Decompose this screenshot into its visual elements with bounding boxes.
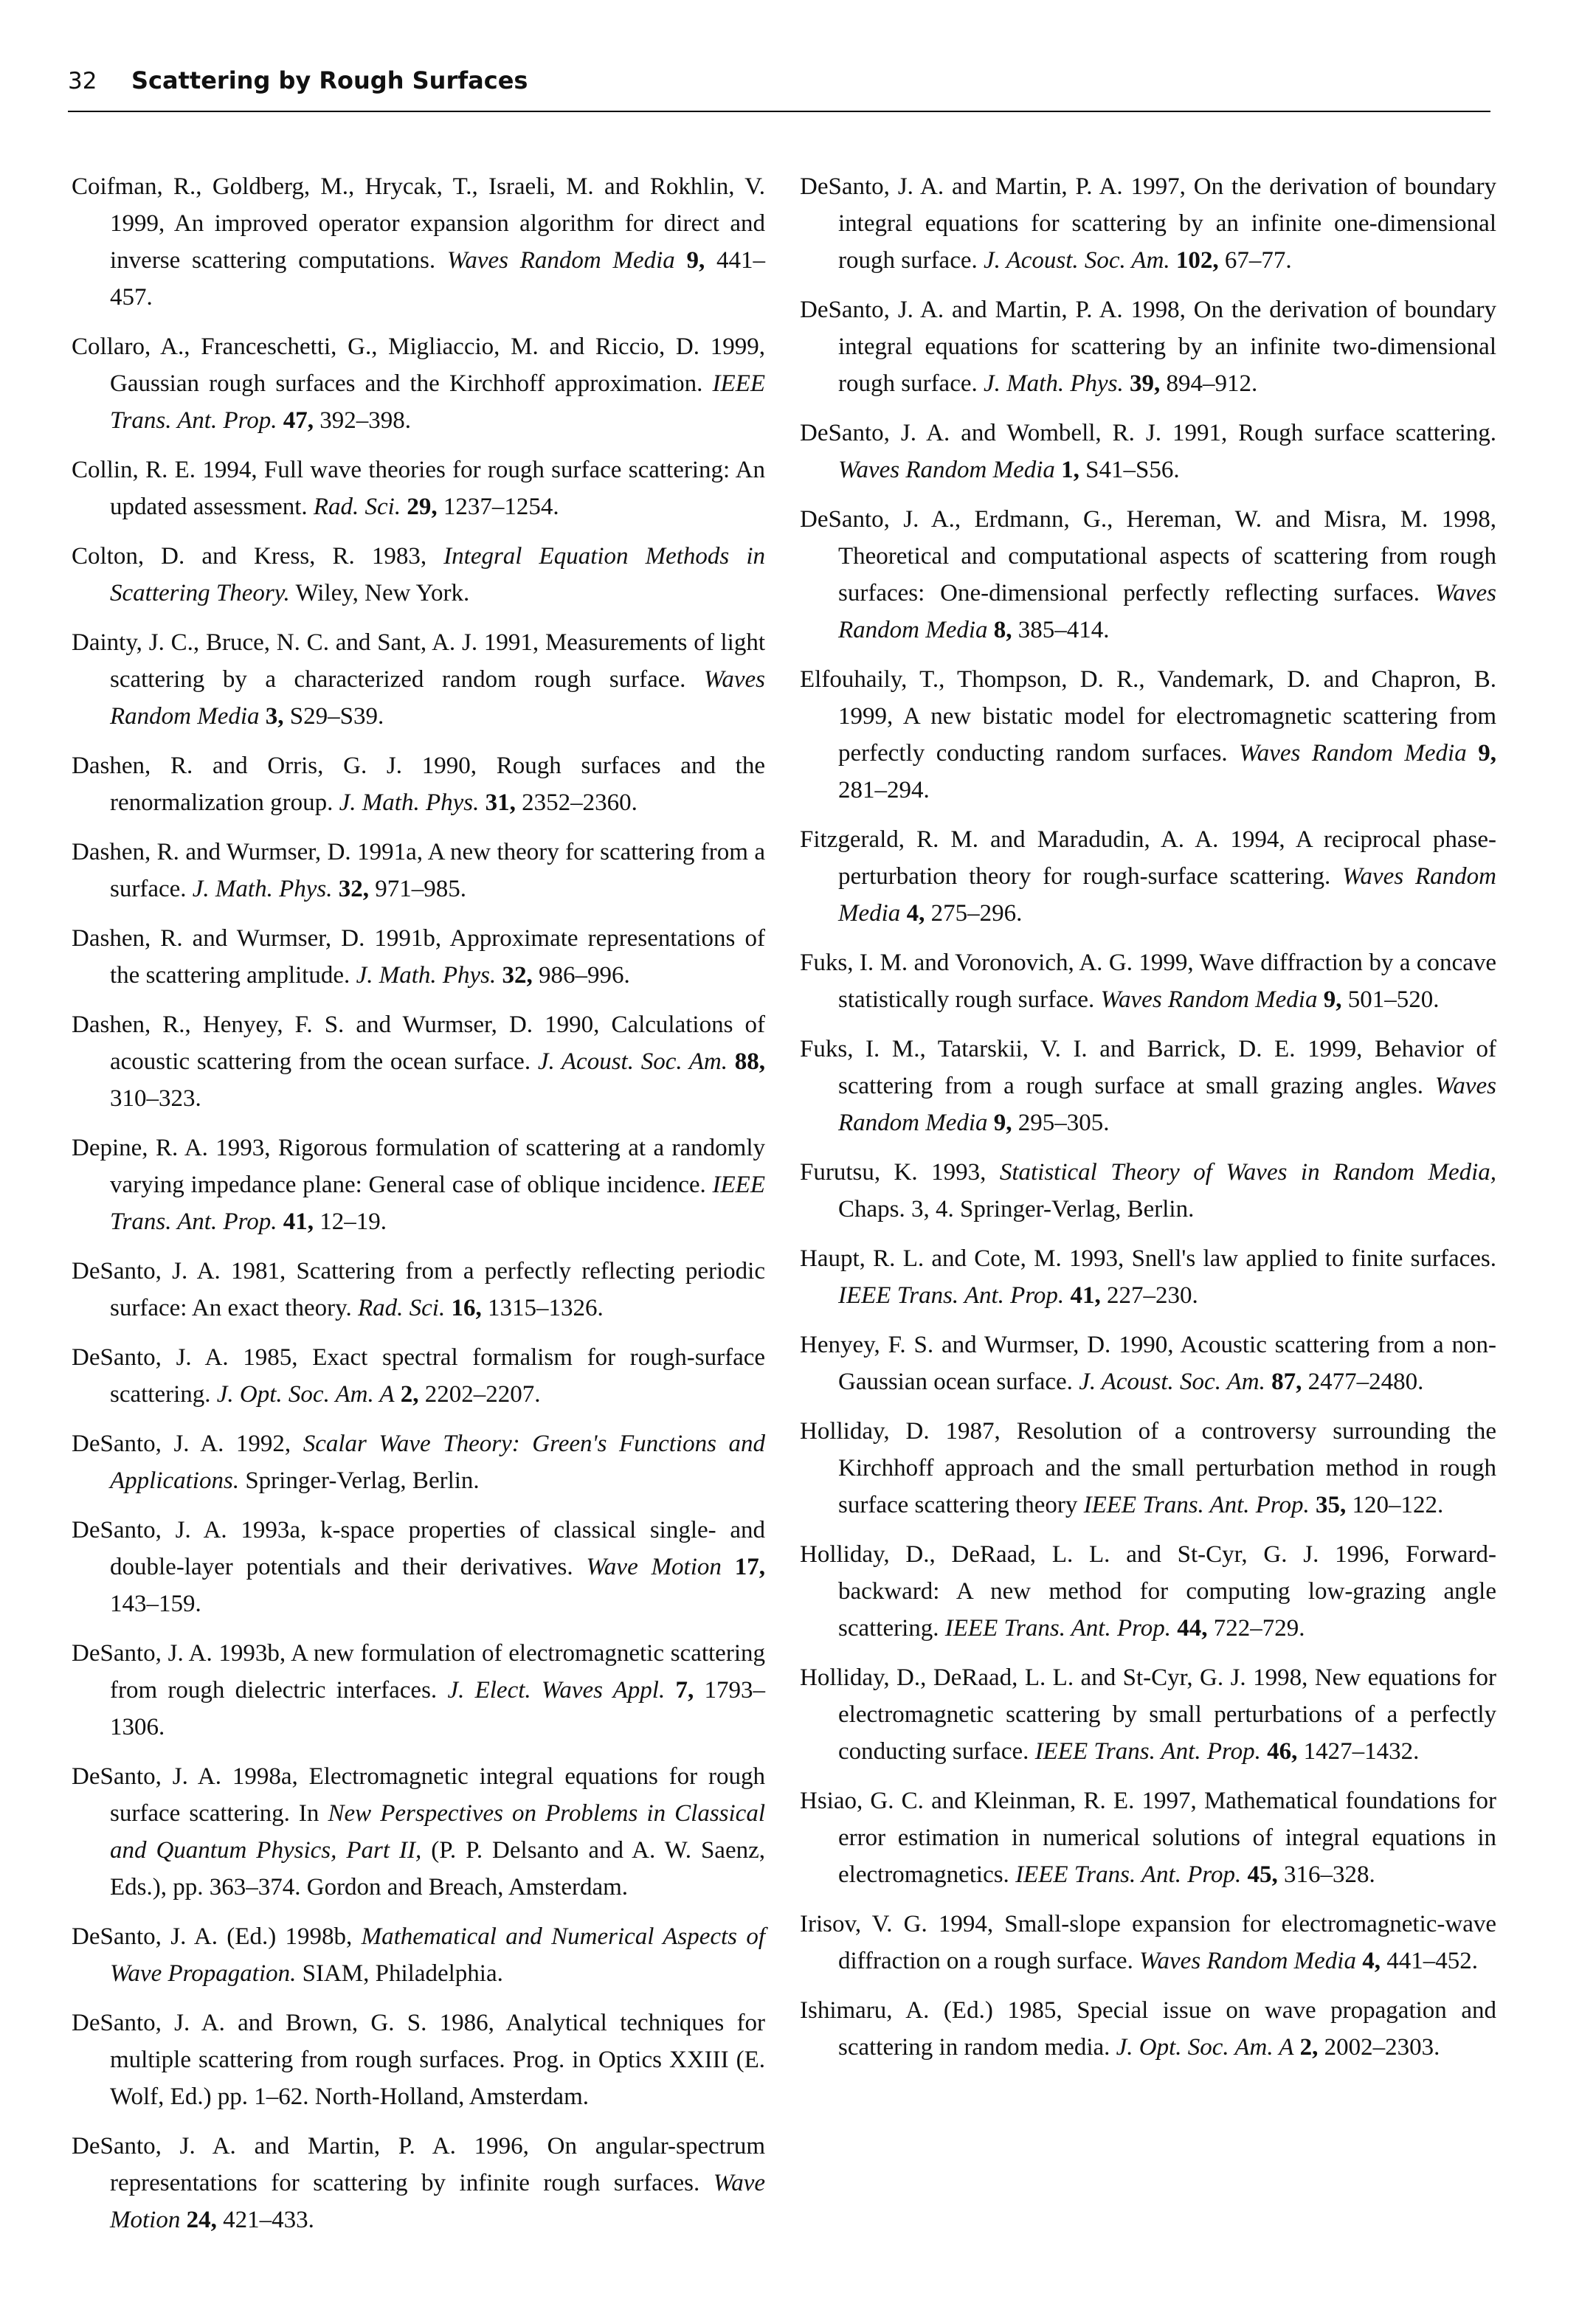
reference-authors: Holliday, D., DeRaad, L. L. and St-Cyr, G. J. 1996, xyxy=(800,1541,1390,1568)
reference-volume: 7, xyxy=(675,1677,694,1704)
reference-source: Waves Random Media xyxy=(838,580,1496,643)
reference-pages: 501–520. xyxy=(1347,986,1440,1013)
reference-entry xyxy=(72,1918,765,1992)
reference-authors: Coifman, R., Goldberg, M., Hrycak, T., Israeli, M. and Rokhlin, V. 1999, xyxy=(72,173,765,237)
reference-authors: DeSanto, J. A. (Ed.) 1998b, xyxy=(72,1923,353,1950)
reference-title: Gaussian rough surfaces and the Kirchhoff approximation. xyxy=(110,370,703,397)
reference-source: IEEE Trans. Ant. Prop. xyxy=(944,1615,1171,1642)
references-right-column xyxy=(800,168,1496,2078)
reference-entry xyxy=(800,1327,1496,1400)
reference-entry xyxy=(72,168,765,316)
reference-title: On the derivation of boundary integral equations for scattering by an infinite two-dimensional rough surface. xyxy=(838,297,1497,397)
reference-authors: Dainty, J. C., Bruce, N. C. and Sant, A. J. 1991, xyxy=(72,629,539,656)
reference-entry xyxy=(72,538,765,612)
reference-authors: Colton, D. and Kress, R. 1983, xyxy=(72,543,427,570)
reference-volume: 47, xyxy=(283,407,314,434)
reference-source: Waves Random Media xyxy=(446,247,675,274)
reference-volume: 32, xyxy=(502,962,533,989)
reference-title: Rigorous formulation of scattering at a randomly varying impedance plane: General case of oblique incidence. xyxy=(110,1135,765,1198)
reference-entry xyxy=(800,501,1496,649)
reference-entry xyxy=(72,1425,765,1499)
reference-pages: 12–19. xyxy=(319,1208,387,1235)
reference-entry xyxy=(72,1339,765,1413)
reference-pages: (P. P. Delsanto and A. W. Saenz, Eds.), pp. 363–374. Gordon and Breach, Amsterdam. xyxy=(110,1837,765,1901)
reference-pages: 2352–2360. xyxy=(522,789,638,816)
reference-authors: Dashen, R. and Orris, G. J. 1990, xyxy=(72,753,477,779)
reference-volume: 9, xyxy=(1478,740,1497,767)
reference-pages: 295–305. xyxy=(1017,1110,1110,1136)
page-header xyxy=(68,66,1490,112)
reference-pages: 971–985. xyxy=(375,876,466,902)
references-left-column xyxy=(72,168,765,2251)
reference-source: Scalar Wave Theory: Green's Functions and Applications. xyxy=(110,1431,765,1494)
reference-title: Wave diffraction by a concave statistically rough surface. xyxy=(838,950,1496,1013)
reference-entry xyxy=(800,1413,1496,1524)
reference-source: IEEE Trans. Ant. Prop. xyxy=(110,370,766,434)
reference-entry xyxy=(800,1992,1496,2066)
reference-entry xyxy=(800,661,1496,809)
reference-volume: 102, xyxy=(1175,247,1219,274)
reference-source: Waves Random Media xyxy=(838,457,1055,483)
reference-authors: Collin, R. E. 1994, xyxy=(72,457,258,483)
reference-source: J. Opt. Soc. Am. A xyxy=(1116,2034,1294,2061)
reference-authors: DeSanto, J. A. and Martin, P. A. 1998, xyxy=(800,297,1186,323)
reference-volume: 8, xyxy=(993,617,1012,643)
reference-title: Electromagnetic integral equations for rough surface scattering. In xyxy=(110,1763,765,1827)
reference-pages: 2002–2303. xyxy=(1324,2034,1440,2061)
reference-title: Calculations of acoustic scattering from the ocean surface. xyxy=(110,1011,765,1075)
reference-volume: 87, xyxy=(1271,1369,1302,1395)
reference-volume: 39, xyxy=(1129,370,1161,397)
reference-volume: 41, xyxy=(1070,1282,1101,1309)
reference-source: J. Opt. Soc. Am. A xyxy=(216,1381,395,1408)
reference-pages: 227–230. xyxy=(1106,1282,1198,1309)
reference-entry xyxy=(72,747,765,821)
reference-entry xyxy=(72,1512,765,1622)
reference-authors: Dashen, R., Henyey, F. S. and Wurmser, D. 1990, xyxy=(72,1011,600,1038)
reference-source: Waves Random Media xyxy=(1139,1948,1356,1974)
reference-pages: 120–122. xyxy=(1352,1492,1444,1518)
reference-volume: 2, xyxy=(1299,2034,1319,2061)
reference-authors: Hsiao, G. C. and Kleinman, R. E. 1997, xyxy=(800,1788,1197,1814)
running-title: Scattering by Rough Surfaces xyxy=(131,66,528,94)
reference-title: Measurements of light scattering by a characterized random rough surface. xyxy=(110,629,765,693)
reference-source: J. Acoust. Soc. Am. xyxy=(537,1048,728,1075)
reference-pages: 441–452. xyxy=(1386,1948,1478,1974)
reference-source: J. Math. Phys. xyxy=(356,962,497,989)
reference-title: Special issue on wave propagation and scattering in random media. xyxy=(838,1997,1496,2061)
reference-source: Waves Random Media xyxy=(1100,986,1318,1013)
reference-entry xyxy=(72,1006,765,1117)
reference-pages: S29–S39. xyxy=(289,703,384,730)
reference-volume: 1, xyxy=(1061,457,1079,483)
reference-volume: 4, xyxy=(1362,1948,1381,1974)
reference-pages: 2477–2480. xyxy=(1307,1369,1424,1395)
reference-authors: DeSanto, J. A. and Martin, P. A. 1997, xyxy=(800,173,1186,200)
reference-title: Scattering from a perfectly reflecting periodic surface: An exact theory. xyxy=(110,1258,765,1321)
reference-entry xyxy=(72,2128,765,2238)
reference-title: Theoretical and computational aspects of scattering from rough surfaces: One-dimensional perfectly reflecting surfaces. xyxy=(838,543,1496,606)
reference-volume: 9, xyxy=(1323,986,1342,1013)
reference-volume: 4, xyxy=(906,900,925,927)
reference-pages: 894–912. xyxy=(1166,370,1258,397)
reference-source: Integral Equation Methods in Scattering Theory. xyxy=(110,543,765,606)
reference-title: Rough surface scattering. xyxy=(1238,420,1497,446)
reference-pages: 67–77. xyxy=(1224,247,1292,274)
reference-source: IEEE Trans. Ant. Prop. xyxy=(838,1282,1065,1309)
reference-title: Rough surfaces and the renormalization group. xyxy=(110,753,766,816)
reference-entry xyxy=(72,624,765,735)
reference-title: A new bistatic model for electromagnetic scattering from perfectly conducting random surfaces. xyxy=(838,703,1496,767)
reference-volume: 2, xyxy=(400,1381,419,1408)
reference-volume: 32, xyxy=(338,876,369,902)
reference-entry xyxy=(72,1758,765,1906)
reference-source: J. Math. Phys. xyxy=(984,370,1124,397)
reference-source: IEEE Trans. Ant. Prop. xyxy=(1015,1861,1242,1888)
reference-source: Waves Random Media xyxy=(838,1073,1497,1136)
reference-entry xyxy=(800,944,1496,1018)
reference-title: Snell's law applied to finite surfaces. xyxy=(1131,1245,1496,1272)
reference-pages: 281–294. xyxy=(838,777,930,803)
reference-source: J. Math. Phys. xyxy=(339,789,480,816)
reference-entry xyxy=(800,168,1496,279)
reference-authors: Elfouhaily, T., Thompson, D. R., Vandemark, D. and Chapron, B. 1999, xyxy=(800,666,1496,730)
reference-title: Acoustic scattering from a non-Gaussian ocean surface. xyxy=(838,1332,1496,1395)
reference-entry xyxy=(72,920,765,994)
reference-entry xyxy=(800,1536,1496,1647)
reference-authors: Haupt, R. L. and Cote, M. 1993, xyxy=(800,1245,1124,1272)
reference-pages: 441–457. xyxy=(110,247,766,311)
reference-authors: DeSanto, J. A. 1998a, xyxy=(72,1763,298,1790)
reference-entry xyxy=(72,2005,765,2115)
reference-entry xyxy=(800,291,1496,402)
reference-source: New Perspectives on Problems in Classical and Quantum Physics, Part II, xyxy=(110,1800,765,1864)
reference-source: J. Acoust. Soc. Am. xyxy=(1079,1369,1265,1395)
reference-title: A new theory for scattering from a surface. xyxy=(110,839,765,902)
reference-title: New equations for electromagnetic scattering by small perturbations of a perfectly conducting surface. xyxy=(838,1664,1497,1765)
reference-entry xyxy=(72,834,765,907)
page-number: 32 xyxy=(68,68,97,94)
reference-authors: DeSanto, J. A. and Brown, G. S. 1986, xyxy=(72,2010,494,2036)
reference-title: Analytical techniques for multiple scattering from rough surfaces. Prog. in Optics XXIII (E. Wolf, Ed.) pp. 1–62. North-Holland, Amsterdam. xyxy=(110,2010,765,2110)
reference-pages: 2202–2207. xyxy=(424,1381,541,1408)
reference-source: IEEE Trans. Ant. Prop. xyxy=(1083,1492,1310,1518)
reference-entry xyxy=(72,1635,765,1746)
reference-title: Mathematical foundations for error estimation in numerical solutions of integral equations in electromagnetics. xyxy=(838,1788,1497,1888)
reference-authors: DeSanto, J. A. 1993b, xyxy=(72,1640,286,1667)
reference-source: Waves Random Media xyxy=(1239,740,1467,767)
reference-entry xyxy=(800,1782,1496,1893)
reference-entry xyxy=(72,328,765,439)
reference-authors: Fitzgerald, R. M. and Maradudin, A. A. 1994, xyxy=(800,826,1285,853)
reference-authors: Holliday, D., DeRaad, L. L. and St-Cyr, G. J. 1998, xyxy=(800,1664,1308,1691)
reference-title: Exact spectral formalism for rough-surface scattering. xyxy=(110,1344,766,1408)
reference-title: On the derivation of boundary integral equations for scattering by an infinite one-dimensional rough surface. xyxy=(838,173,1497,274)
reference-title: k-space properties of classical single- and double-layer potentials and their derivatives. xyxy=(110,1517,765,1580)
reference-volume: 31, xyxy=(485,789,516,816)
reference-source: Mathematical and Numerical Aspects of Wave Propagation. xyxy=(110,1923,766,1987)
reference-authors: Ishimaru, A. (Ed.) 1985, xyxy=(800,1997,1063,2024)
reference-source: Waves Random Media xyxy=(838,863,1496,927)
reference-authors: Depine, R. A. 1993, xyxy=(72,1135,271,1161)
reference-entry xyxy=(800,1154,1496,1228)
reference-pages: 1793–1306. xyxy=(110,1677,766,1740)
reference-title: Resolution of a controversy surrounding the Kirchhoff approach and the small perturbation method in rough surface scattering theory xyxy=(838,1418,1496,1518)
reference-source: Waves Random Media xyxy=(110,666,765,730)
reference-pages: 1237–1254. xyxy=(443,494,559,520)
reference-entry xyxy=(72,1130,765,1240)
reference-authors: DeSanto, J. A. and Martin, P. A. 1996, xyxy=(72,2133,529,2159)
reference-entry xyxy=(800,1240,1496,1314)
reference-source: J. Math. Phys. xyxy=(192,876,333,902)
reference-pages: 143–159. xyxy=(110,1591,201,1617)
reference-pages: Wiley, New York. xyxy=(295,580,470,606)
reference-volume: 24, xyxy=(186,2207,217,2233)
reference-authors: Henyey, F. S. and Wurmser, D. 1990, xyxy=(800,1332,1174,1358)
reference-source: Wave Motion xyxy=(586,1554,722,1580)
reference-entry xyxy=(800,1906,1496,1979)
reference-entry xyxy=(72,452,765,525)
reference-pages: 310–323. xyxy=(110,1085,201,1112)
reference-volume: 16, xyxy=(451,1295,482,1321)
reference-authors: Irisov, V. G. 1994, xyxy=(800,1911,994,1937)
reference-pages: 392–398. xyxy=(319,407,411,434)
reference-authors: Collaro, A., Franceschetti, G., Migliaccio, M. and Riccio, D. 1999, xyxy=(72,333,765,360)
reference-pages: SIAM, Philadelphia. xyxy=(302,1960,503,1987)
reference-source: J. Elect. Waves Appl. xyxy=(447,1677,666,1704)
reference-authors: DeSanto, J. A. 1992, xyxy=(72,1431,291,1457)
reference-authors: DeSanto, J. A. 1985, xyxy=(72,1344,298,1371)
reference-title: Small-slope expansion for electromagnetic-wave diffraction on a rough surface. xyxy=(838,1911,1497,1974)
reference-pages: Chaps. 3, 4. Springer-Verlag, Berlin. xyxy=(838,1196,1195,1222)
reference-title: A new formulation of electromagnetic scattering from rough dielectric interfaces. xyxy=(110,1640,765,1704)
reference-volume: 41, xyxy=(283,1208,314,1235)
reference-volume: 45, xyxy=(1247,1861,1278,1888)
reference-entry xyxy=(72,1253,765,1327)
reference-title: Full wave theories for rough surface scattering: An updated assessment. xyxy=(110,457,766,520)
reference-volume: 88, xyxy=(734,1048,766,1075)
reference-volume: 46, xyxy=(1267,1738,1298,1765)
reference-authors: Fuks, I. M. and Voronovich, A. G. 1999, xyxy=(800,950,1194,976)
reference-source: Statistical Theory of Waves in Random Media, xyxy=(999,1159,1497,1186)
reference-authors: DeSanto, J. A. 1981, xyxy=(72,1258,286,1284)
reference-pages: 1315–1326. xyxy=(487,1295,604,1321)
reference-source: IEEE Trans. Ant. Prop. xyxy=(110,1172,765,1235)
reference-entry xyxy=(800,415,1496,488)
reference-entry xyxy=(800,1659,1496,1770)
reference-volume: 44, xyxy=(1177,1615,1208,1642)
reference-title: Forward-backward: A new method for computing low-grazing angle scattering. xyxy=(838,1541,1497,1642)
reference-authors: Fuks, I. M., Tatarskii, V. I. and Barrick, D. E. 1999, xyxy=(800,1036,1363,1062)
reference-pages: 986–996. xyxy=(539,962,630,989)
reference-volume: 17, xyxy=(734,1554,766,1580)
reference-title: Behavior of scattering from a rough surface at small grazing angles. xyxy=(838,1036,1496,1099)
reference-title: An improved operator expansion algorithm for direct and inverse scattering computations. xyxy=(110,210,766,274)
reference-volume: 9, xyxy=(686,247,705,274)
reference-source: Rad. Sci. xyxy=(313,494,401,520)
reference-title: Approximate representations of the scattering amplitude. xyxy=(110,925,765,989)
reference-entry xyxy=(800,1031,1496,1141)
reference-authors: DeSanto, J. A. and Wombell, R. J. 1991, xyxy=(800,420,1228,446)
reference-pages: 1427–1432. xyxy=(1303,1738,1420,1765)
reference-source: J. Acoust. Soc. Am. xyxy=(984,247,1170,274)
reference-pages: 275–296. xyxy=(930,900,1023,927)
reference-authors: DeSanto, J. A., Erdmann, G., Hereman, W. and Misra, M. 1998, xyxy=(800,506,1496,533)
reference-authors: DeSanto, J. A. 1993a, xyxy=(72,1517,307,1543)
reference-title: On angular-spectrum representations for scattering by infinite rough surfaces. xyxy=(110,2133,766,2196)
reference-volume: 3, xyxy=(265,703,284,730)
reference-source: Rad. Sci. xyxy=(357,1295,446,1321)
reference-volume: 35, xyxy=(1316,1492,1347,1518)
reference-pages: 316–328. xyxy=(1284,1861,1375,1888)
reference-pages: S41–S56. xyxy=(1085,457,1180,483)
reference-volume: 29, xyxy=(407,494,438,520)
reference-title: A reciprocal phase-perturbation theory for rough-surface scattering. xyxy=(838,826,1496,890)
reference-pages: 722–729. xyxy=(1213,1615,1305,1642)
reference-authors: Holliday, D. 1987, xyxy=(800,1418,1001,1445)
reference-authors: Dashen, R. and Wurmser, D. 1991b, xyxy=(72,925,442,952)
reference-source: Wave Motion xyxy=(110,2170,766,2233)
reference-authors: Furutsu, K. 1993, xyxy=(800,1159,987,1186)
reference-pages: 385–414. xyxy=(1017,617,1110,643)
reference-pages: 421–433. xyxy=(223,2207,314,2233)
reference-entry xyxy=(800,821,1496,932)
reference-volume: 9, xyxy=(993,1110,1012,1136)
reference-authors: Dashen, R. and Wurmser, D. 1991a, xyxy=(72,839,424,865)
reference-pages: Springer-Verlag, Berlin. xyxy=(245,1467,480,1494)
reference-source: IEEE Trans. Ant. Prop. xyxy=(1034,1738,1261,1765)
